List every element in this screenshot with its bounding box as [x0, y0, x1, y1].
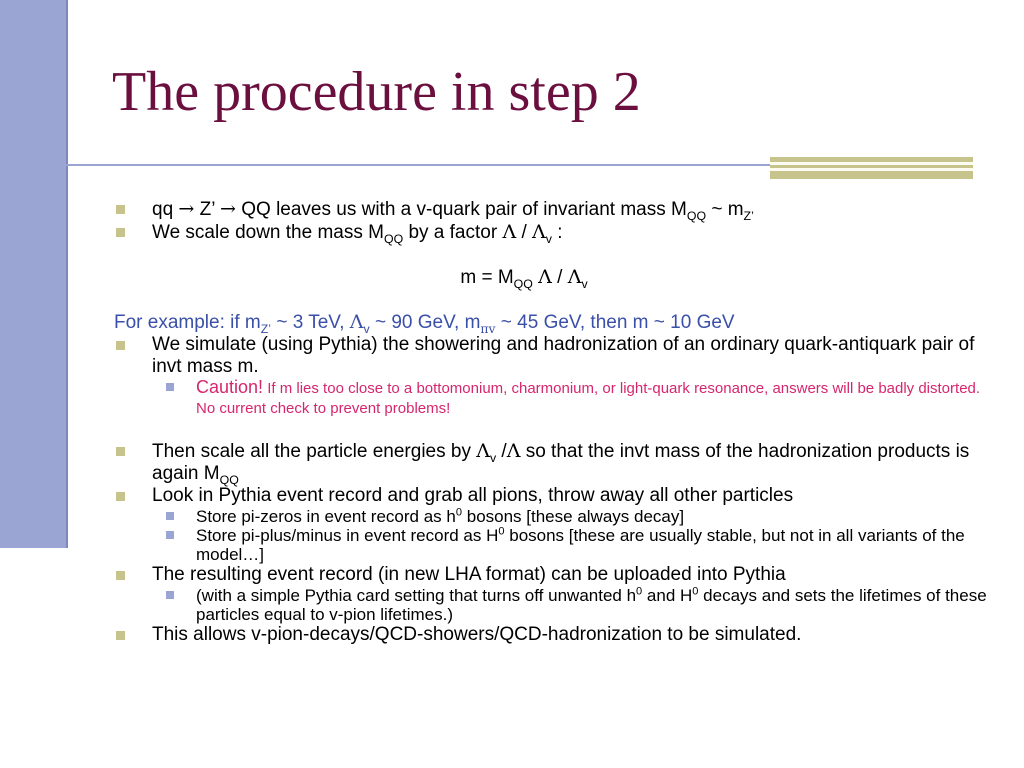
sub-bullet-pi-plus-minus: Store pi-plus/minus in event record as $H^0$ bosons [these are usually stable, but not in all variants of the model…]	[114, 526, 994, 564]
mass-equation: $m = M_{QQ}$ Λ / $\Lambda_v$	[460, 266, 588, 291]
slide-title: The procedure in step 2	[112, 61, 641, 123]
sub-bullet-square-icon	[166, 512, 174, 520]
sub-bullet-square-icon	[166, 591, 174, 599]
sub-bullet-square-icon	[166, 383, 174, 391]
bullet-allows-simulation: This allows v-pion-decays/QCD-showers/QCD-hadronization to be simulated.	[114, 624, 994, 646]
bullet-qq-to-z: qq → Z’ → QQ leaves us with a v-quark pair of invariant mass $M_{QQ}$ ~ $m_{Z’}$	[114, 198, 994, 221]
bullet-square-icon	[116, 447, 125, 456]
sub-bullet-pi-zeros: Store pi-zeros in event record as $h^0$ bosons [these always decay]	[114, 507, 994, 526]
bullet-scale-energies: Then scale all the particle energies by $\Lambda_v$ /Λ so that the invt mass of the hadronization products is again $M_{QQ}$	[114, 440, 994, 485]
bullet-square-icon	[116, 571, 125, 580]
bullet-square-icon	[116, 205, 125, 214]
left-decorative-bar	[0, 0, 68, 548]
bullet-scale-mass: We scale down the mass $M_{QQ}$ by a factor Λ / $\Lambda_v$ :	[114, 221, 994, 244]
bullet-square-icon	[116, 228, 125, 237]
bullet-square-icon	[116, 341, 125, 350]
bullet-event-record: The resulting event record (in new LHA format) can be uploaded into Pythia	[114, 564, 994, 586]
title-divider	[44, 164, 770, 166]
slide-body	[114, 198, 994, 646]
caution-note: Caution! If m lies too close to a bottomonium, charmonium, or light-quark resonance, answers will be badly distorted. No current check to prevent problems!	[114, 378, 994, 418]
bullet-grab-pions: Look in Pythia event record and grab all pions, throw away all other particles	[114, 485, 994, 507]
sub-bullet-square-icon	[166, 531, 174, 539]
bullet-simulate: We simulate (using Pythia) the showering and hadronization of an ordinary quark-antiquark pair of invt mass m.	[114, 334, 994, 378]
sub-bullet-pythia-card: (with a simple Pythia card setting that turns off unwanted $h^0$ and $H^0$ decays and sets the lifetimes of these particles equal to v-pion lifetimes.)	[114, 586, 994, 624]
bullet-square-icon	[116, 631, 125, 640]
bullet-square-icon	[116, 492, 125, 501]
accent-stripe	[770, 157, 973, 179]
example-line: For example: if $m_{Z’}$ ~ 3 TeV, $\Lambda_v$ ~ 90 GeV, $m_{\pi v}$ ~ 45 GeV, then m ~ 10 GeV	[114, 311, 735, 336]
